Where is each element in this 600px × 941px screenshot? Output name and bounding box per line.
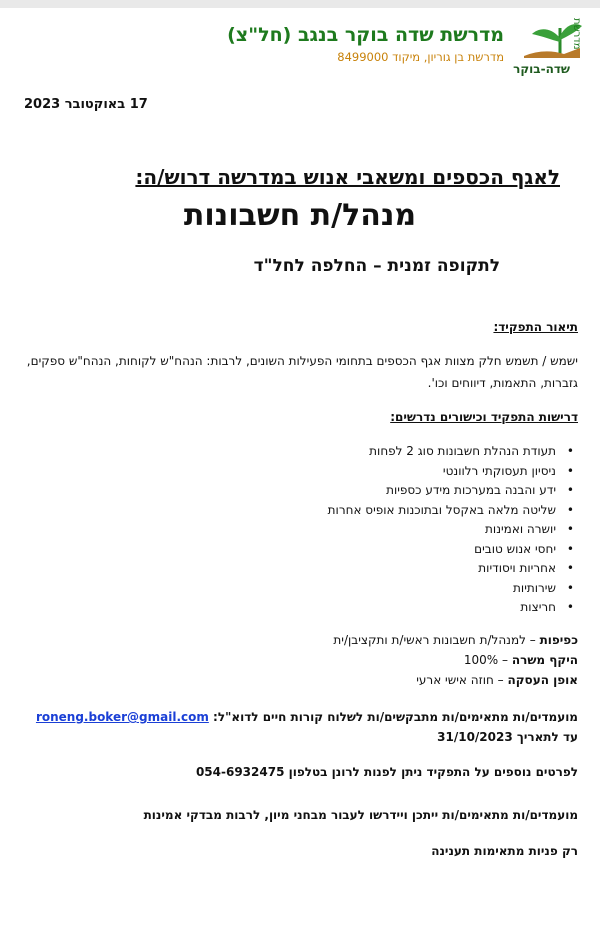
position-title: מנהל/ת חשבונות [183, 198, 417, 233]
employment-value: – חוזה אישי ארעי [416, 673, 508, 687]
list-item: • יחסי אנוש טובים [156, 540, 556, 560]
list-item: • תעודת הנהלת חשבונות סוג 2 לפחות [156, 442, 556, 462]
list-item: • ניסיון תעסוקתי רלוונטי [156, 462, 556, 482]
scope-label: היקף משרה [511, 653, 578, 667]
email-link[interactable]: roneng.boker@gmail.com [35, 710, 209, 724]
department-heading: לאגף הכספים ומשאבי אנוש במדרשה דרוש/ה: [135, 165, 560, 189]
list-item: • שירותיות [156, 579, 556, 599]
role-description-text: ישמש / תשמש חלק מצוות אגף הכספים בתחומי הפעילות השונים, לרבות: הנהח"ש לקוחות, הנהח"ש ספקים, גזברות, התאמות, דיווחים וכו'. [26, 354, 578, 390]
apply-deadline: עד לתאריך 31/10/2023 [437, 730, 578, 744]
posting-date: 17 באוקטובר 2023 [24, 97, 148, 112]
school-logo [513, 18, 584, 76]
school-name: מדרשת שדה בוקר בנגב (חל"צ) [227, 24, 504, 46]
contact-line: לפרטים נוספים על התפקיד ניתן לפנות לרונן בטלפון 054-6932475 [195, 765, 578, 779]
reporting-line [178, 630, 578, 650]
apply-text: מועמדים/ות מתאימים/ות מתבקשים/ות לשלוח קורות חיים לדוא"ל: [208, 710, 578, 724]
screening-line: מועמדים/ות מתאימים/ות ייתכן ויידרשו לעבור מבחני מיון, לרבות מבדקי אמינות [143, 808, 578, 822]
role-description-heading: תיאור התפקיד: [493, 320, 578, 334]
requirements-list [156, 442, 578, 618]
list-item: • חריצות [156, 598, 556, 618]
letterhead [16, 18, 584, 74]
logo-bottom-text: שדה-בוקר [513, 62, 570, 76]
employment-type-line [178, 670, 578, 690]
photo-edge-strip [0, 0, 600, 8]
list-item: • יושרה ואמינות [156, 520, 556, 540]
application-instructions [18, 707, 578, 747]
reporting-label: כפיפות [539, 633, 578, 647]
employment-period: לתקופה זמנית – החלפה לחל"ד [253, 256, 500, 276]
reporting-value: – למנהל/ת חשבונות ראשי/ת ותקציבן/ית [333, 633, 540, 647]
list-item: • אחריות ויסודיות [156, 559, 556, 579]
requirements-heading: דרישות התפקיד וכישורים נדרשים: [390, 410, 578, 424]
school-address: מדרשת בן גוריון, מיקוד 8499000 [337, 50, 504, 64]
scope-value: – 100% [463, 653, 512, 667]
list-item: • שליטה מלאה באקסל ובתוכנות אופיס אחרות [156, 501, 556, 521]
employment-terms [178, 630, 578, 690]
employment-label: אופן העסקה [507, 673, 578, 687]
closing-line: רק פניות מתאימות תענינה [431, 844, 578, 858]
logo-vertical-text: מדרשת [571, 18, 582, 50]
list-item: • ידע והבנה במערכות מידע כספיות [156, 481, 556, 501]
scope-line [178, 650, 578, 670]
